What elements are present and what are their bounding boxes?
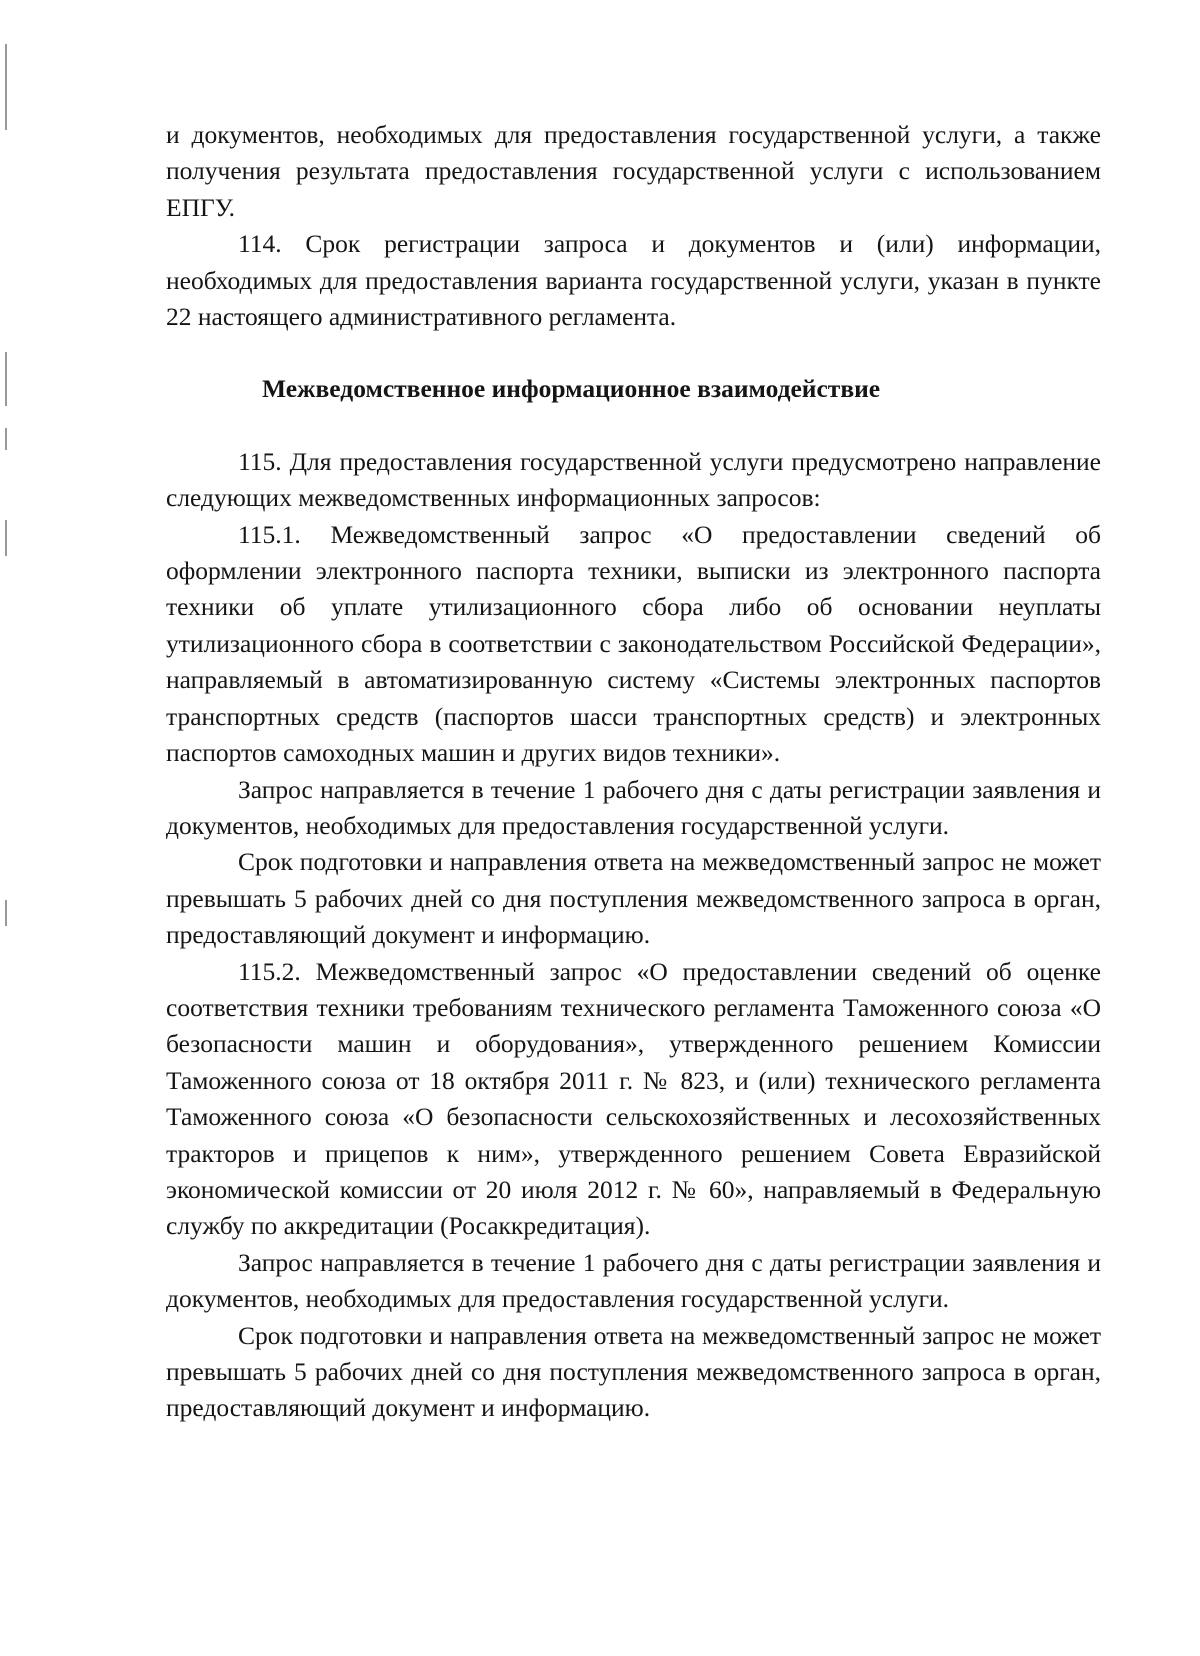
- continuation-paragraph: и документов, необходимых для предоставления государственной услуги, а также получения результата предоставления государственной услуги с использованием ЕПГУ.: [166, 120, 1101, 222]
- scan-edge-mark: [5, 900, 7, 926]
- scan-edge-mark: [5, 352, 7, 406]
- paragraph-115-2-term: Запрос направляется в течение 1 рабочего дня с даты регистрации заявления и документов, необходимых для предоставления государственной услуги.: [166, 1247, 1101, 1314]
- scan-edge-mark: [5, 428, 7, 450]
- document-body: [166, 117, 1101, 1427]
- scan-edge-mark: [5, 44, 7, 130]
- paragraph-115: 115. Для предоставления государственной услуги предусмотрено направление следующих межведомственных информационных запросов:: [166, 446, 1101, 513]
- paragraph-115-2: 115.2. Межведомственный запрос «О предоставлении сведений об оценке соответствия техники требованиям технического регламента Таможенного союза «О безопасности машин и оборудования», утвержденного решением Комиссии Таможенного союза от 18 октября 2011 г. № 823, и (или) технического регламента Таможенного союза «О безопасности сельскохозяйственных и лесохозяйственных тракторов и прицепов к ним», утвержденного решением Совета Евразийской экономической комиссии от 20 июля 2012 г. № 60», направляемый в Федеральную службу по аккредитации (Росаккредитация).: [166, 956, 1101, 1241]
- paragraph-115-1-deadline: Срок подготовки и направления ответа на межведомственный запрос не может превышать 5 рабочих дней со дня поступления межведомственного запроса в орган, предоставляющий документ и информацию.: [166, 847, 1101, 950]
- scan-edge-mark: [5, 520, 7, 556]
- paragraph-115-1-term: Запрос направляется в течение 1 рабочего дня с даты регистрации заявления и документов, необходимых для предоставления государственной услуги.: [166, 774, 1101, 840]
- paragraph-114: 114. Срок регистрации запроса и документов и (или) информации, необходимых для предоставления варианта государственной услуги, указан в пункте 22 настоящего административного регламента.: [166, 229, 1101, 332]
- paragraph-115-1: 115.1. Межведомственный запрос «О предоставлении сведений об оформлении электронного паспорта техники, выписки из электронного паспорта техники об уплате утилизационного сбора либо об основании неуплаты утилизационного сбора в соответствии с законодательством Российской Федерации», направляемый в автоматизированную систему «Системы электронных паспортов транспортных средств (паспортов шасси транспортных средств) и электронных паспортов самоходных машин и других видов техники».: [166, 519, 1101, 768]
- paragraph-115-2-deadline: Срок подготовки и направления ответа на межведомственный запрос не может превышать 5 рабочих дней со дня поступления межведомственного запроса в орган, предоставляющий документ и информацию.: [166, 1320, 1101, 1423]
- section-heading: Межведомственное информационное взаимодействие: [262, 374, 881, 404]
